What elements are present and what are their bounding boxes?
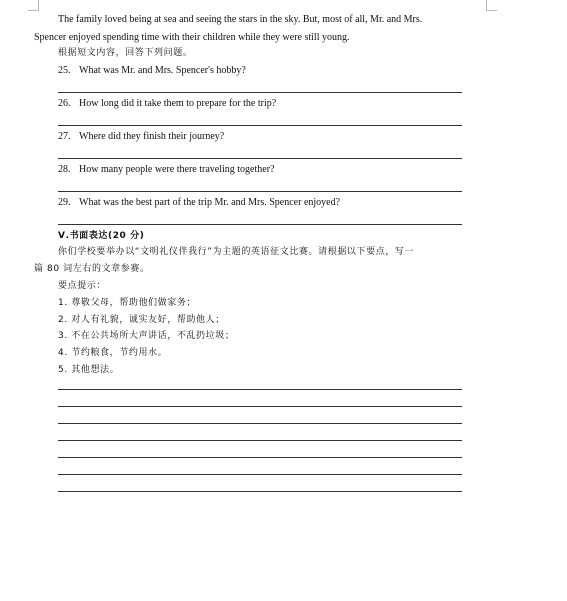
question-27 (58, 131, 224, 143)
answer-line[interactable] (58, 191, 462, 192)
passage-line: The family loved being at sea and seeing the stars in the sky. But, most of all, Mr. and Mrs. (58, 14, 423, 25)
answer-line[interactable] (58, 224, 462, 225)
point-item: 2. 对人有礼貌，诚实友好，帮助他人； (58, 315, 225, 325)
point-item: 4. 节约粮食，节约用水。 (58, 348, 168, 358)
point-item: 5. 其他想法。 (58, 365, 120, 375)
question-number: 28. (58, 164, 71, 175)
answer-line[interactable] (58, 158, 462, 159)
points-title: 要点提示： (58, 281, 107, 291)
question-text: How many people were there traveling together? (79, 164, 275, 175)
question-text: Where did they finish their journey? (79, 131, 225, 142)
answer-line[interactable] (58, 125, 462, 126)
page-corner-mark (486, 0, 497, 11)
writing-line[interactable] (58, 457, 462, 458)
question-number: 26. (58, 98, 71, 109)
writing-line[interactable] (58, 474, 462, 475)
question-text: How long did it take them to prepare for the trip? (79, 98, 277, 109)
writing-line[interactable] (58, 389, 462, 390)
instruction-text: 根据短文内容，回答下列问题。 (58, 48, 193, 58)
question-number: 27. (58, 131, 71, 142)
writing-prompt: 篇 80 词左右的文章参赛。 (34, 264, 150, 274)
writing-line[interactable] (58, 491, 462, 492)
writing-line[interactable] (58, 440, 462, 441)
page-corner-mark (28, 0, 39, 11)
question-29 (58, 197, 340, 209)
question-26 (58, 98, 276, 110)
passage-line: Spencer enjoyed spending time with their children while they were still young. (34, 32, 350, 43)
question-text: What was Mr. and Mrs. Spencer's hobby? (79, 65, 246, 76)
point-item: 3. 不在公共场所大声讲话，不乱扔垃圾； (58, 331, 235, 341)
question-25 (58, 65, 246, 77)
answer-line[interactable] (58, 92, 462, 93)
writing-line[interactable] (58, 423, 462, 424)
question-number: 29. (58, 197, 71, 208)
point-item: 1. 尊敬父母，帮助他们做家务； (58, 298, 197, 308)
writing-prompt: 你们学校要举办以“文明礼仪伴我行”为主题的英语征文比赛。请根据以下要点，写一 (58, 247, 415, 257)
section-heading: Ⅴ.书面表达(20 分) (58, 231, 145, 241)
question-text: What was the best part of the trip Mr. and Mrs. Spencer enjoyed? (79, 197, 341, 208)
question-28 (58, 164, 274, 176)
question-number: 25. (58, 65, 71, 76)
writing-line[interactable] (58, 406, 462, 407)
